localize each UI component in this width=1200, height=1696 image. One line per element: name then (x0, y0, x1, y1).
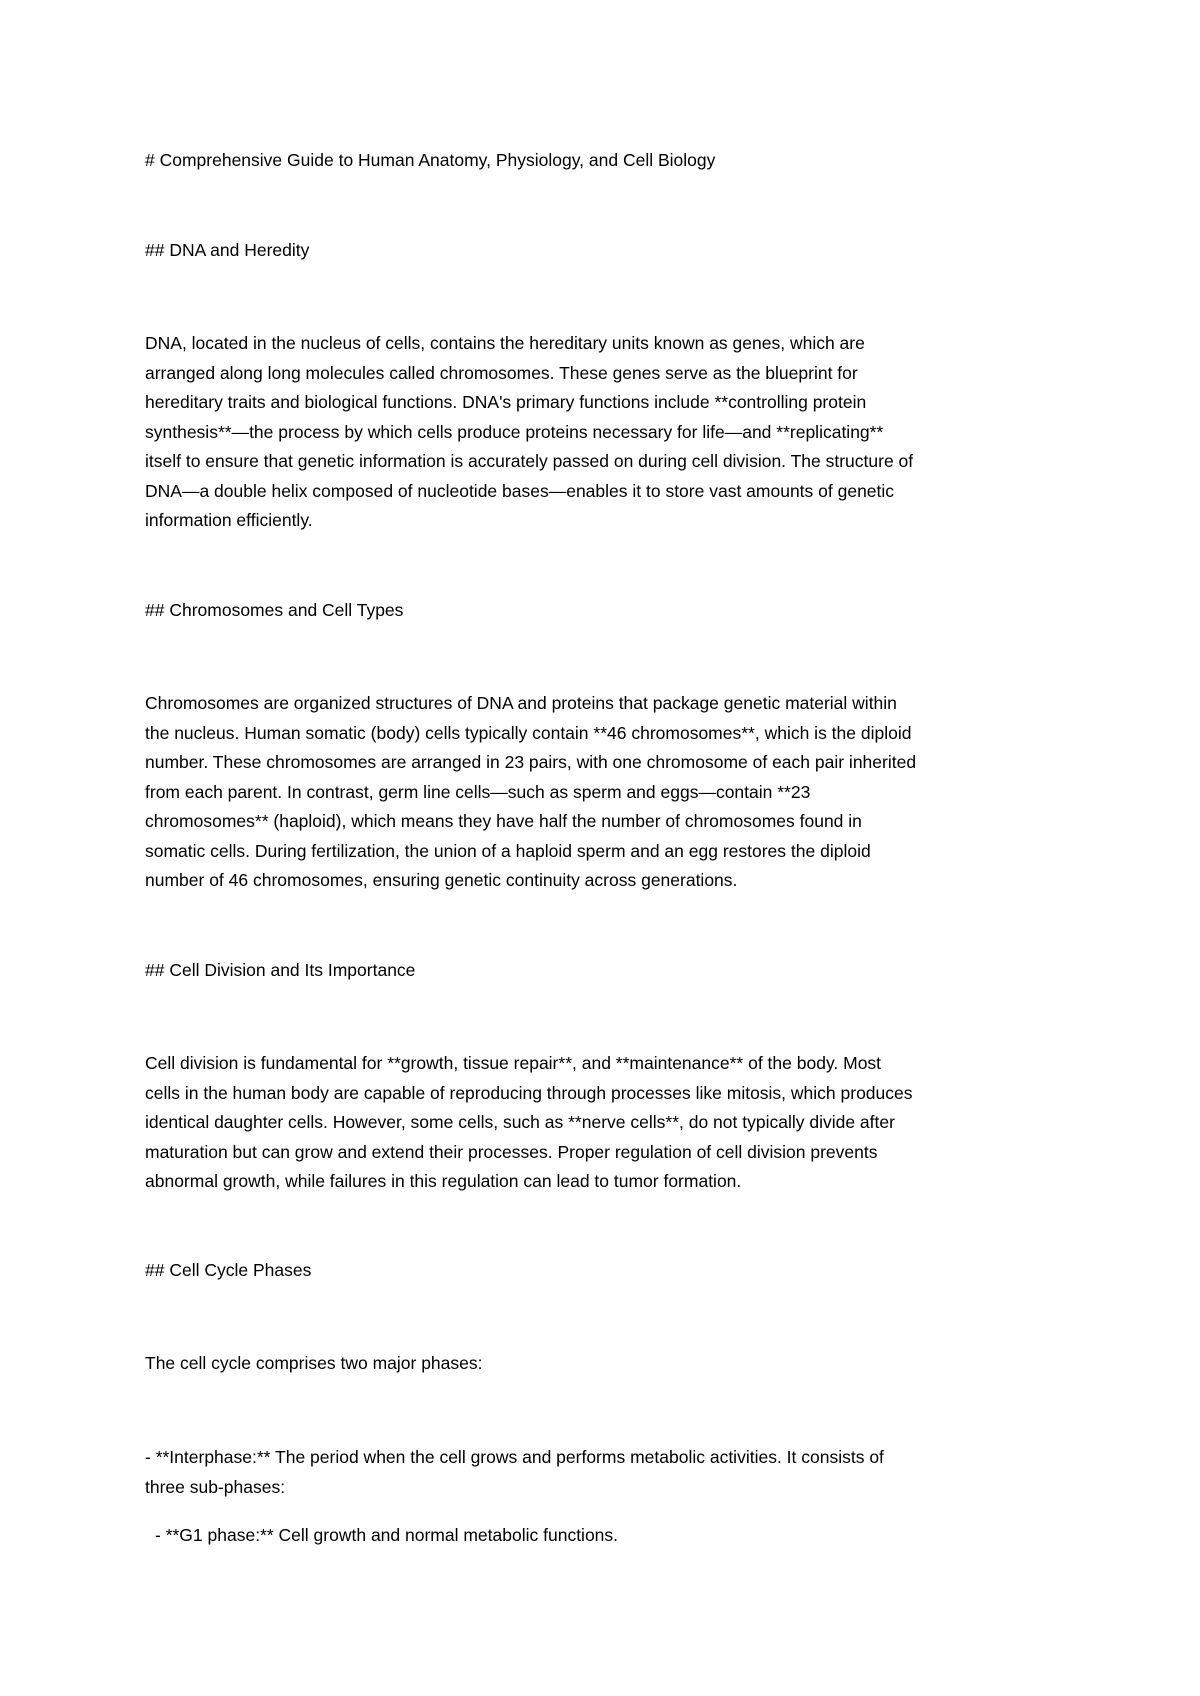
paragraph-line: identical daughter cells. However, some cells, such as **nerve cells**, do not typically divide after (145, 1112, 895, 1132)
section-heading-cell-division: ## Cell Division and Its Importance (145, 960, 416, 980)
paragraph-line: synthesis**—the process by which cells produce proteins necessary for life—and **replicating** (145, 421, 884, 442)
document-title: # Comprehensive Guide to Human Anatomy, Physiology, and Cell Biology (145, 150, 716, 170)
paragraph-line: the nucleus. Human somatic (body) cells typically contain **46 chromosomes**, which is the diploid (145, 722, 912, 743)
paragraph-line: abnormal growth, while failures in this regulation can lead to tumor formation. (145, 1171, 742, 1191)
section-heading-dna: ## DNA and Heredity (145, 240, 310, 260)
list-item-g1-phase: - **G1 phase:** Cell growth and normal metabolic functions. (155, 1525, 619, 1545)
paragraph-line: itself to ensure that genetic information is accurately passed on during cell division. The structure of (145, 451, 914, 471)
paragraph-line: hereditary traits and biological functions. DNA's primary functions include **controlling protein (145, 392, 867, 412)
paragraph-line: number. These chromosomes are arranged in 23 pairs, with one chromosome of each pair inherited (145, 752, 917, 772)
paragraph-line: number of 46 chromosomes, ensuring genetic continuity across generations. (145, 870, 738, 890)
paragraph-cell-cycle-intro: The cell cycle comprises two major phases: (145, 1353, 483, 1373)
paragraph-line: information efficiently. (145, 510, 313, 530)
paragraph-line: DNA, located in the nucleus of cells, contains the hereditary units known as genes, which are (145, 333, 865, 353)
section-heading-cell-cycle: ## Cell Cycle Phases (145, 1260, 312, 1280)
paragraph-line: cells in the human body are capable of reproducing through processes like mitosis, which produces (145, 1082, 913, 1103)
paragraph-chromosomes (145, 689, 1075, 896)
paragraph-line: arranged along long molecules called chromosomes. These genes serve as the blueprint for (145, 362, 858, 383)
paragraph-line: Cell division is fundamental for **growth, tissue repair**, and **maintenance** of the body. Most (145, 1053, 882, 1073)
paragraph-line: maturation but can grow and extend their processes. Proper regulation of cell division prevents (145, 1141, 878, 1162)
list-item-interphase (145, 1443, 1075, 1502)
paragraph-line: Chromosomes are organized structures of DNA and proteins that package genetic material within (145, 693, 897, 713)
paragraph-line: DNA—a double helix composed of nucleotide bases—enables it to store vast amounts of genetic (145, 480, 895, 501)
section-heading-chromosomes: ## Chromosomes and Cell Types (145, 600, 404, 620)
list-item-line: three sub-phases: (145, 1476, 286, 1497)
paragraph-dna (145, 329, 1075, 536)
list-item-line: - **Interphase:** The period when the cell grows and performs metabolic activities. It consists of (145, 1447, 884, 1467)
paragraph-cell-division (145, 1049, 1075, 1197)
paragraph-line: somatic cells. During fertilization, the union of a haploid sperm and an egg restores the diploid (145, 840, 871, 861)
paragraph-line: chromosomes** (haploid), which means they have half the number of chromosomes found in (145, 811, 862, 831)
paragraph-line: from each parent. In contrast, germ line cells—such as sperm and eggs—contain **23 (145, 781, 811, 802)
